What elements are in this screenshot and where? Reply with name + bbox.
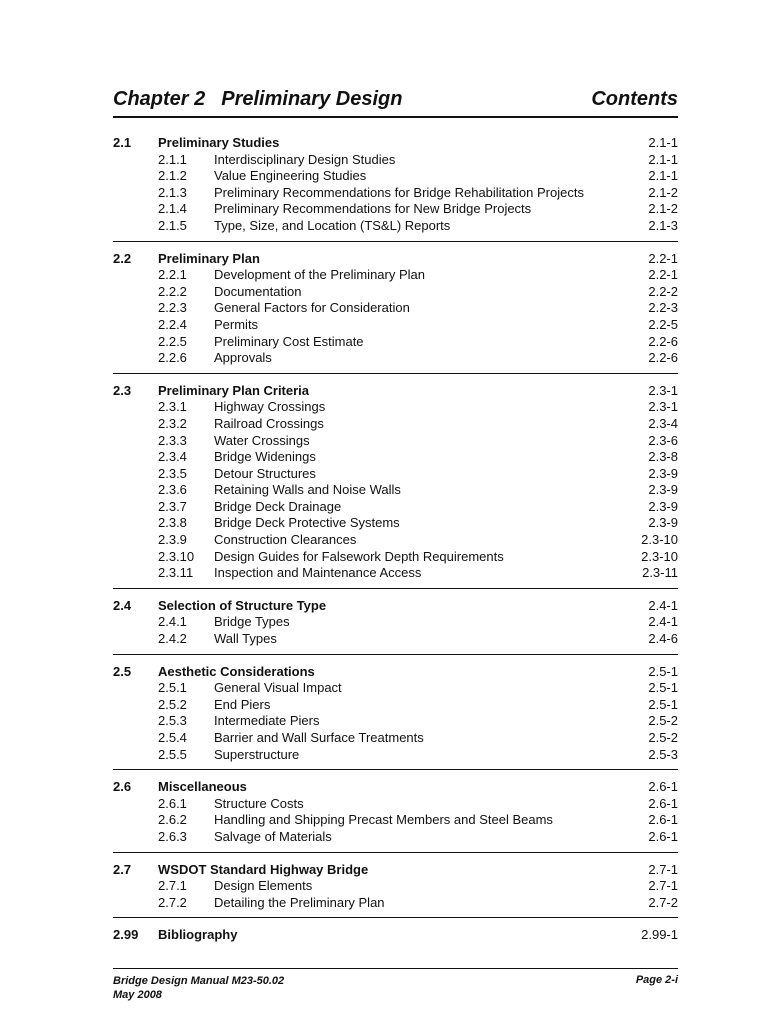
entry-title: Value Engineering Studies — [214, 168, 367, 184]
toc-section-row[interactable] — [113, 251, 678, 268]
toc-section-row[interactable] — [113, 664, 678, 681]
entry-page: 2.4-1 — [648, 597, 678, 613]
entry-number: 2.3.1 — [158, 399, 187, 415]
toc-subsection-row[interactable] — [113, 713, 678, 730]
toc-subsection-row[interactable] — [113, 399, 678, 416]
entry-title: Interdisciplinary Design Studies — [214, 151, 396, 167]
entry-title: Type, Size, and Location (TS&L) Reports — [214, 217, 451, 233]
entry-number: 2.2.6 — [158, 350, 187, 366]
toc-section-row[interactable] — [113, 862, 678, 879]
entry-page: 2.99-1 — [641, 927, 678, 943]
entry-title: Miscellaneous — [158, 779, 247, 795]
chapter-heading — [113, 88, 402, 111]
toc-section-row[interactable] — [113, 779, 678, 796]
toc-section — [113, 135, 678, 242]
entry-number: 2.3.9 — [158, 532, 187, 548]
entry-title: Bridge Widenings — [214, 449, 316, 465]
entry-title: Preliminary Studies — [158, 135, 280, 150]
page-footer — [113, 968, 678, 1001]
entry-title: Bridge Deck Drainage — [214, 498, 342, 514]
toc-subsection-row[interactable] — [113, 433, 678, 450]
entry-number: 2.3.7 — [158, 498, 187, 514]
entry-page: 2.2-2 — [648, 283, 678, 299]
entry-title: End Piers — [214, 696, 271, 712]
toc-section — [113, 779, 678, 852]
entry-number: 2.1 — [113, 135, 132, 150]
entry-number: 2.3.11 — [158, 565, 194, 581]
entry-number: 2.2 — [113, 250, 132, 266]
toc-subsection-row[interactable] — [113, 532, 678, 549]
entry-title: WSDOT Standard Highway Bridge — [158, 861, 369, 877]
entry-title: Handling and Shipping Precast Members and Steel Beams — [214, 812, 553, 828]
toc-subsection-row[interactable] — [113, 747, 678, 764]
entry-page: 2.5-1 — [648, 680, 678, 696]
entry-page: 2.3-1 — [648, 399, 678, 415]
entry-page: 2.2-6 — [648, 350, 678, 366]
toc-subsection-row[interactable] — [113, 416, 678, 433]
entry-title: Preliminary Cost Estimate — [214, 333, 364, 349]
entry-page: 2.2-6 — [648, 333, 678, 349]
toc-subsection-row[interactable] — [113, 515, 678, 532]
toc-section — [113, 598, 678, 655]
entry-page: 2.5-2 — [648, 713, 678, 729]
toc-subsection-row[interactable] — [113, 614, 678, 631]
entry-title: Preliminary Recommendations for New Bridge Projects — [214, 201, 532, 217]
entry-title: Selection of Structure Type — [158, 597, 327, 613]
entry-title: Preliminary Recommendations for Bridge Rehabilitation Projects — [214, 184, 584, 200]
entry-page: 2.5-1 — [648, 696, 678, 712]
entry-number: 2.6 — [113, 779, 132, 795]
manual-reference: Bridge Design Manual M23-50.02 — [113, 975, 285, 987]
entry-number: 2.3.4 — [158, 449, 187, 465]
entry-number: 2.3 — [113, 382, 132, 398]
toc-subsection-row[interactable] — [113, 334, 678, 351]
entry-title: Bridge Deck Protective Systems — [214, 515, 400, 531]
entry-number: 2.7.1 — [158, 878, 187, 894]
entry-title: General Factors for Consideration — [214, 300, 410, 316]
page-number: Page 2-i — [635, 974, 678, 986]
toc-section — [113, 862, 678, 919]
entry-page: 2.3-9 — [648, 498, 678, 514]
entry-number: 2.3.3 — [158, 432, 187, 448]
toc-section-row[interactable] — [113, 135, 678, 152]
entry-title: Approvals — [214, 350, 272, 366]
publication-date: May 2008 — [113, 989, 162, 1001]
toc-subsection-row[interactable] — [113, 185, 678, 202]
entry-page: 2.3-6 — [648, 432, 678, 448]
entry-number: 2.2.1 — [158, 267, 187, 283]
footer-left — [113, 974, 284, 1002]
entry-page: 2.3-10 — [641, 532, 678, 548]
entry-number: 2.3.6 — [158, 482, 187, 498]
toc-section — [113, 251, 678, 374]
entry-page: 2.3-10 — [641, 548, 678, 564]
entry-page: 2.1-1 — [648, 168, 678, 184]
entry-title: Preliminary Plan — [158, 250, 260, 266]
toc-section — [113, 383, 678, 589]
entry-number: 2.2.4 — [158, 316, 187, 332]
entry-number: 2.4.1 — [158, 614, 187, 630]
entry-number: 2.7.2 — [158, 894, 187, 910]
entry-page: 2.3-4 — [648, 415, 678, 431]
entry-title: Wall Types — [214, 631, 277, 647]
entry-title: Superstructure — [214, 746, 300, 762]
entry-title: Preliminary Plan Criteria — [158, 382, 310, 398]
entry-number: 2.5.3 — [158, 713, 187, 729]
entry-number: 2.99 — [113, 927, 139, 943]
entry-title: Development of the Preliminary Plan — [214, 267, 425, 283]
entry-page: 2.5-3 — [648, 746, 678, 762]
entry-page: 2.4-6 — [648, 631, 678, 647]
entry-title: General Visual Impact — [214, 680, 342, 696]
entry-number: 2.2.3 — [158, 300, 187, 316]
toc-subsection-row[interactable] — [113, 152, 678, 169]
entry-page: 2.6-1 — [648, 779, 678, 795]
entry-page: 2.3-9 — [648, 515, 678, 531]
entry-title: Retaining Walls and Noise Walls — [214, 482, 401, 498]
toc-subsection-row[interactable] — [113, 631, 678, 648]
toc-section — [113, 664, 678, 771]
entry-number: 2.6.2 — [158, 812, 187, 828]
entry-page: 2.1-1 — [648, 135, 678, 150]
entry-number: 2.4.2 — [158, 631, 187, 647]
entry-title: Construction Clearances — [214, 532, 357, 548]
toc-section-row[interactable] — [113, 598, 678, 615]
toc-subsection-row[interactable] — [113, 300, 678, 317]
entry-number: 2.6.3 — [158, 828, 187, 844]
entry-page: 2.3-9 — [648, 465, 678, 481]
entry-title: Salvage of Materials — [214, 828, 332, 844]
entry-page: 2.7-1 — [648, 861, 678, 877]
entry-number: 2.2.5 — [158, 333, 187, 349]
entry-title: Design Guides for Falsework Depth Requirements — [214, 548, 504, 564]
entry-page: 2.2-1 — [648, 250, 678, 266]
toc-subsection-row[interactable] — [113, 267, 678, 284]
entry-title: Bridge Types — [214, 614, 290, 630]
entry-number: 2.3.5 — [158, 465, 187, 481]
contents-label: Contents — [591, 88, 678, 110]
entry-title: Railroad Crossings — [214, 415, 324, 431]
entry-number: 2.1.3 — [158, 184, 187, 200]
toc-subsection-row[interactable] — [113, 218, 678, 235]
toc-subsection-row[interactable] — [113, 284, 678, 301]
toc-subsection-row[interactable] — [113, 482, 678, 499]
entry-number: 2.6.1 — [158, 795, 187, 811]
entry-page: 2.3-1 — [648, 382, 678, 398]
entry-title: Detour Structures — [214, 465, 316, 481]
chapter-header — [113, 88, 678, 118]
entry-page: 2.6-1 — [648, 812, 678, 828]
entry-title: Structure Costs — [214, 795, 304, 811]
entry-title: Documentation — [214, 283, 302, 299]
toc-subsection-row[interactable] — [113, 895, 678, 912]
toc-subsection-row[interactable] — [113, 697, 678, 714]
entry-title: Permits — [214, 316, 259, 332]
entry-number: 2.4 — [113, 597, 132, 613]
entry-number: 2.5 — [113, 663, 132, 679]
entry-number: 2.5.5 — [158, 746, 187, 762]
entry-number: 2.2.2 — [158, 283, 187, 299]
entry-page: 2.3-8 — [648, 449, 678, 465]
entry-page: 2.6-1 — [648, 828, 678, 844]
toc-subsection-row[interactable] — [113, 680, 678, 697]
toc-subsection-row[interactable] — [113, 168, 678, 185]
toc-subsection-row[interactable] — [113, 350, 678, 367]
toc-subsection-row[interactable] — [113, 878, 678, 895]
toc-subsection-row[interactable] — [113, 549, 678, 566]
entry-page: 2.5-1 — [648, 663, 678, 679]
toc-subsection-row[interactable] — [113, 201, 678, 218]
toc-section — [113, 927, 678, 950]
entry-number: 2.3.2 — [158, 415, 187, 431]
toc-subsection-row[interactable] — [113, 796, 678, 813]
toc-section-row[interactable] — [113, 927, 678, 944]
toc-subsection-row[interactable] — [113, 466, 678, 483]
chapter-title: Preliminary Design — [221, 88, 403, 110]
entry-number: 2.1.4 — [158, 201, 187, 217]
entry-title: Highway Crossings — [214, 399, 326, 415]
toc-subsection-row[interactable] — [113, 565, 678, 582]
toc-subsection-row[interactable] — [113, 317, 678, 334]
entry-title: Detailing the Preliminary Plan — [214, 894, 385, 910]
entry-page: 2.2-5 — [648, 316, 678, 332]
entry-title: Aesthetic Considerations — [158, 663, 315, 679]
entry-title: Barrier and Wall Surface Treatments — [214, 730, 424, 745]
entry-title: Intermediate Piers — [214, 713, 320, 729]
entry-page: 2.1-3 — [648, 217, 678, 233]
entry-page: 2.5-2 — [648, 730, 678, 745]
toc-subsection-row[interactable] — [113, 829, 678, 846]
entry-page: 2.4-1 — [648, 614, 678, 630]
entry-page: 2.7-1 — [648, 878, 678, 894]
entry-page: 2.3-11 — [642, 565, 678, 581]
chapter-label: Chapter 2 — [113, 88, 206, 110]
entry-number: 2.1.1 — [158, 151, 187, 167]
entry-number: 2.5.1 — [158, 680, 187, 696]
entry-number: 2.1.5 — [158, 217, 187, 233]
entry-number: 2.7 — [113, 861, 132, 877]
entry-number: 2.5.2 — [158, 696, 187, 712]
entry-page: 2.2-1 — [648, 267, 678, 283]
toc-subsection-row[interactable] — [113, 499, 678, 516]
entry-page: 2.1-1 — [648, 151, 678, 167]
entry-page: 2.1-2 — [648, 201, 678, 217]
entry-title: Inspection and Maintenance Access — [214, 565, 422, 581]
entry-page: 2.2-3 — [648, 300, 678, 316]
entry-number: 2.1.2 — [158, 168, 187, 184]
entry-title: Bibliography — [158, 927, 238, 943]
entry-title: Water Crossings — [214, 432, 310, 448]
table-of-contents — [113, 135, 678, 959]
entry-number: 2.5.4 — [158, 730, 187, 745]
toc-subsection-row[interactable] — [113, 449, 678, 466]
entry-title: Design Elements — [214, 878, 313, 894]
toc-section-row[interactable] — [113, 383, 678, 400]
entry-page: 2.7-2 — [648, 894, 678, 910]
entry-page: 2.1-2 — [648, 184, 678, 200]
entry-page: 2.3-9 — [648, 482, 678, 498]
entry-page: 2.6-1 — [648, 795, 678, 811]
toc-subsection-row[interactable] — [113, 812, 678, 829]
entry-number: 2.3.10 — [158, 548, 195, 564]
entry-number: 2.3.8 — [158, 515, 187, 531]
toc-subsection-row[interactable] — [113, 730, 678, 747]
